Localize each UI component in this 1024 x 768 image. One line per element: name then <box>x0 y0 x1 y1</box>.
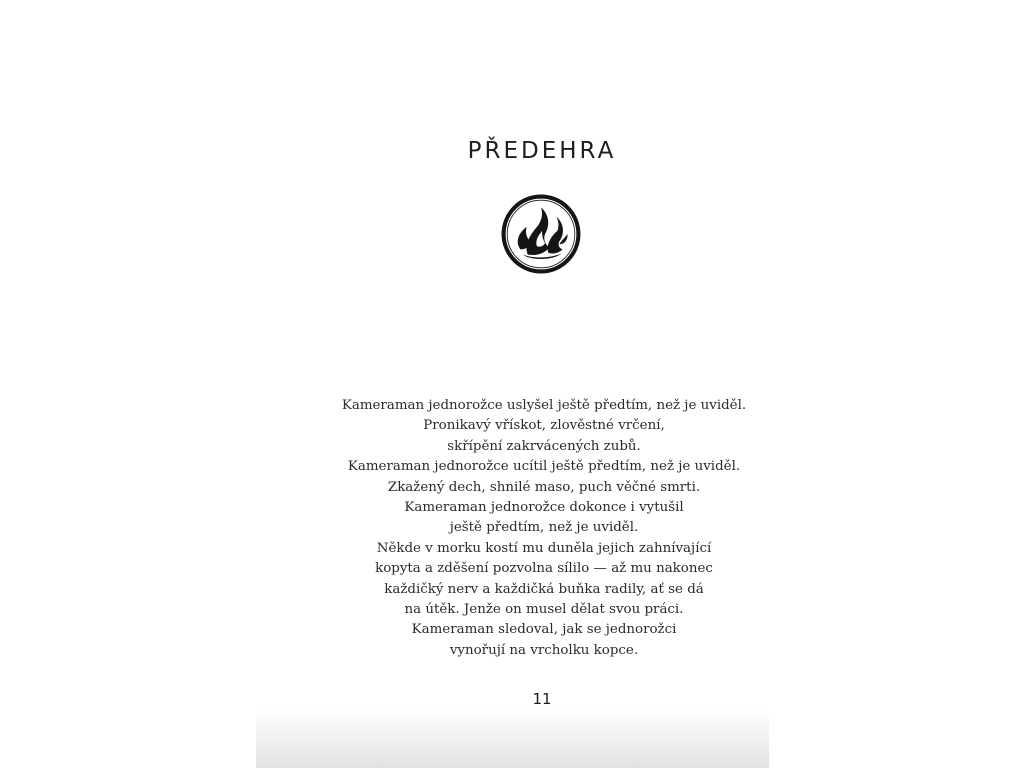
text-line: Kameraman jednorožce uslyšel ještě předtím, než je uviděl. <box>341 398 747 413</box>
text-line: kopyta a zděšení pozvolna sílilo — až mu nakonec <box>375 561 713 577</box>
prologue-text <box>0 396 1024 661</box>
text-line: Někde v morku kostí mu duněla jejich zahnívající <box>376 540 712 556</box>
page-bottom-shadow <box>256 708 769 768</box>
text-line: Kameraman sledoval, jak se jednorožci <box>411 622 677 638</box>
page-number: 11 <box>532 690 552 708</box>
text-line: skřípění zakrvácených zubů. <box>447 438 641 454</box>
chapter-title: PŘEDEHRA <box>467 138 617 164</box>
text-line: na útěk. Jenže on musel dělat svou práci. <box>404 602 684 618</box>
text-line: vynořují na vrcholku kopce. <box>449 642 639 658</box>
text-line: ještě předtím, než je uviděl. <box>449 520 639 536</box>
text-line: Pronikavý vřískot, zlověstné vrčení, <box>423 418 665 434</box>
text-line: Kameraman jednorožce ucítil ještě předtím, než je uviděl. <box>347 459 741 475</box>
flame-emblem-icon <box>500 193 582 275</box>
text-line: Kameraman jednorožce dokonce i vytušil <box>404 500 684 516</box>
text-line: Zkažený dech, shnilé maso, puch věčné smrti. <box>387 479 701 495</box>
text-line: každičký nerv a každičká buňka radily, ať se dá <box>384 581 704 597</box>
